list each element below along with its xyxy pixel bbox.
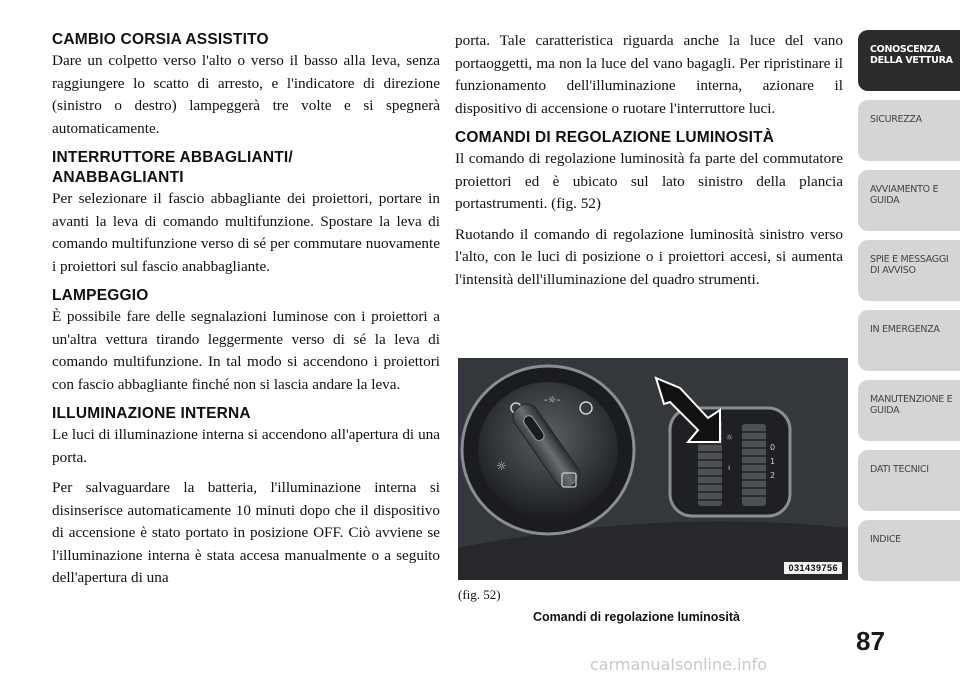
- section-paragraph: Dare un colpetto verso l'alto o verso il basso alla leva, senza raggiungere lo scatto di arresto, e l'indicatore di direzione (sinistro o destro) lampeggerà tre volte e si spegnerà automaticamente.: [52, 52, 440, 137]
- section-cambio-corsia: [52, 30, 440, 140]
- section-paragraph: Per salvaguardare la batteria, l'illuminazione interna si disinserisce automaticamente 10 minuti dopo che il dispositivo di accensione è stato portato in posizione OFF. Ciò avviene se l'illuminazione interna è stata accesa manualmente o a seguito dell'apertura di una: [52, 479, 440, 586]
- figure-code: 031439756: [784, 562, 842, 574]
- tab-manutenzione[interactable]: MANUTENZIONE E GUIDA: [858, 380, 960, 441]
- section-paragraph: Ruotando il comando di regolazione luminosità sinistro verso l'alto, con le luci di posizione o i proiettori accesi, si aumenta l'intensità dell'illuminazione del quadro strumenti.: [455, 225, 843, 288]
- section-heading: COMANDI DI REGOLAZIONE LUMINOSITÀ: [455, 129, 775, 146]
- svg-text:2: 2: [770, 471, 776, 480]
- section-paragraph: Per selezionare il fascio abbagliante dei proiettori, portare in avanti la leva di comando multifunzione. Spostare la leva di comando multifunzione verso di sé per commutare nuovamente i proiettori sul fascio anabbagliante.: [52, 190, 440, 275]
- section-heading: INTERRUTTORE ABBAGLIANTI/ ANABBAGLIANTI: [52, 149, 293, 186]
- section-paragraph: Le luci di illuminazione interna si accendono all'apertura di una porta.: [52, 426, 440, 466]
- auto-light-icon: ☼: [496, 459, 507, 473]
- svg-text:0: 0: [770, 443, 776, 452]
- tab-avviamento[interactable]: AVVIAMENTO E GUIDA: [858, 170, 960, 231]
- tab-dati-tecnici[interactable]: DATI TECNICI: [858, 450, 960, 511]
- section-heading: ILLUMINAZIONE INTERNA: [52, 405, 251, 422]
- section-illuminazione-interna: [52, 404, 440, 590]
- tab-sicurezza[interactable]: SICUREZZA: [858, 100, 960, 161]
- section-heading: CAMBIO CORSIA ASSISTITO: [52, 31, 269, 48]
- tab-emergenza[interactable]: IN EMERGENZA: [858, 310, 960, 371]
- continuation-paragraph: porta. Tale caratteristica riguarda anche la luce del vano portaoggetti, ma non la luce del vano bagagli. Per ripristinare il funzionamento dell'illuminazione interna, azionare il dispositivo di accensione o ruotare l'interruttore luci.: [455, 32, 843, 117]
- left-column: [52, 30, 440, 598]
- page-number: 87: [856, 626, 885, 656]
- tab-indice[interactable]: INDICE: [858, 520, 960, 581]
- section-heading: LAMPEGGIO: [52, 287, 149, 304]
- section-abbaglianti: [52, 148, 440, 278]
- tab-conoscenza[interactable]: CONOSCENZA DELLA VETTURA: [858, 30, 960, 91]
- right-column: [455, 30, 843, 299]
- figure-caption: Comandi di regolazione luminosità: [533, 610, 740, 624]
- watermark: carmanualsonline.info: [590, 655, 768, 674]
- figure-photo: [458, 358, 848, 580]
- tab-spie[interactable]: SPIE E MESSAGGI DI AVVISO: [858, 240, 960, 301]
- section-lampeggio: [52, 286, 440, 396]
- figure-reference: (fig. 52): [458, 587, 501, 602]
- chapter-sidebar: [858, 30, 960, 590]
- svg-text:☼: ☼: [726, 433, 734, 442]
- svg-text:-☼-: -☼-: [544, 395, 561, 406]
- svg-text:1: 1: [770, 457, 776, 466]
- section-paragraph: Il comando di regolazione luminosità fa parte del commutatore proiettori ed è ubicato sul lato sinistro della plancia portastrumenti. (fig. 52): [455, 150, 843, 212]
- section-paragraph: È possibile fare delle segnalazioni luminose con i proiettori a un'altra vettura tirando leggermente verso di sé la leva di comando multifunzione. In tal modo si accendono i proiettori con fascio abbagliante finché non si lascia andare la leva.: [52, 308, 440, 393]
- dashboard-control-illustration: [458, 358, 848, 580]
- svg-text:ı: ı: [728, 463, 731, 472]
